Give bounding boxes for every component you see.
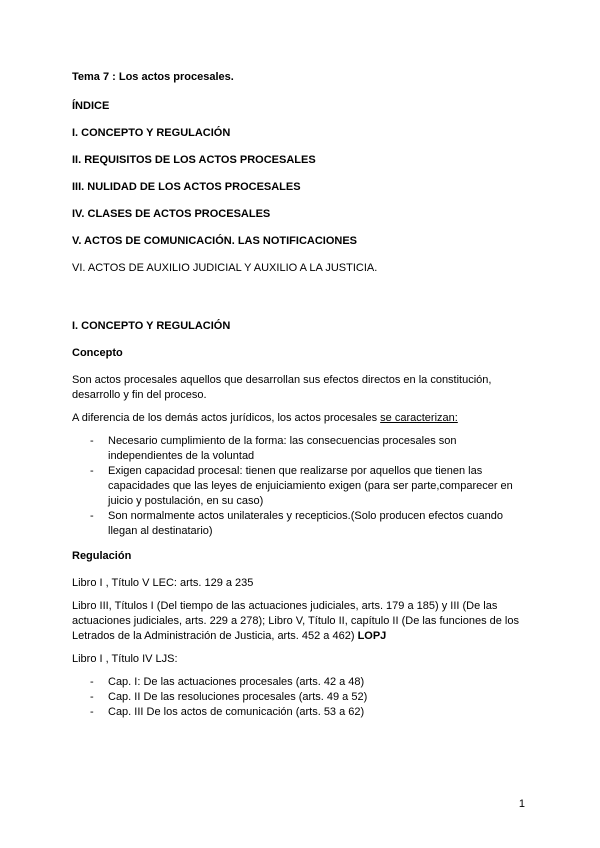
index-item-4: IV. CLASES DE ACTOS PROCESALES bbox=[72, 208, 271, 220]
index-heading: ÍNDICE bbox=[72, 100, 110, 112]
concepto-paragraph: Son actos procesales aquellos que desarrollan sus efectos directos en la constitución, desarrollo y fin del proceso. bbox=[72, 374, 492, 401]
index-item-6: VI. ACTOS DE AUXILIO JUDICIAL Y AUXILIO A LA JUSTICIA. bbox=[72, 262, 378, 274]
underlined-text: se caracterizan: bbox=[380, 412, 458, 424]
ljs-chapter-list bbox=[72, 675, 532, 720]
section-heading: I. CONCEPTO Y REGULACIÓN bbox=[72, 320, 231, 332]
document-title: Tema 7 : Los actos procesales. bbox=[72, 71, 234, 83]
index-item-1: I. CONCEPTO Y REGULACIÓN bbox=[72, 127, 231, 139]
caracteristicas-list bbox=[72, 434, 532, 539]
index-item-5: V. ACTOS DE COMUNICACIÓN. LAS NOTIFICACIONES bbox=[72, 235, 358, 247]
document-page bbox=[72, 70, 532, 730]
list-item: - Cap. II De las resoluciones procesales (arts. 49 a 52) bbox=[90, 691, 368, 703]
index-item-2: II. REQUISITOS DE LOS ACTOS PROCESALES bbox=[72, 154, 316, 166]
regulacion-ljs: Libro I , Título IV LJS: bbox=[72, 653, 178, 665]
regulacion-heading: Regulación bbox=[72, 550, 132, 562]
list-item: - Cap. I: De las actuaciones procesales (arts. 42 a 48) bbox=[90, 676, 365, 688]
list-item: - Exigen capacidad procesal: tienen que realizarse por aquellos que tienen las capacidades que las leyes de enjuiciamiento exigen (para ser parte,comparecer en juicio y postulación, en su caso) bbox=[90, 465, 513, 507]
page-number: 1 bbox=[518, 798, 525, 810]
list-item: - Son normalmente actos unilaterales y recepticios.(Solo producen efectos cuando llegan al destinatario) bbox=[90, 510, 504, 537]
concepto-heading: Concepto bbox=[72, 347, 123, 359]
index-item-3: III. NULIDAD DE LOS ACTOS PROCESALES bbox=[72, 181, 301, 193]
caracteristicas-intro: A diferencia de los demás actos jurídicos, los actos procesales se caracterizan: bbox=[72, 412, 458, 424]
list-item: - Necesario cumplimiento de la forma: las consecuencias procesales son independientes de la voluntad bbox=[90, 435, 457, 462]
regulacion-lec: Libro I , Título V LEC: arts. 129 a 235 bbox=[72, 577, 254, 589]
list-item: - Cap. III De los actos de comunicación (arts. 53 a 62) bbox=[90, 706, 365, 718]
regulacion-lopj: Libro III, Títulos I (Del tiempo de las actuaciones judiciales, arts. 179 a 185) y III (De las actuaciones judiciales, arts. 229 a 278); Libro V, Título II, capítulo II (De las funciones de los Letrados de la Administración de Justicia, arts. 452 a 462) LOPJ bbox=[72, 600, 519, 642]
